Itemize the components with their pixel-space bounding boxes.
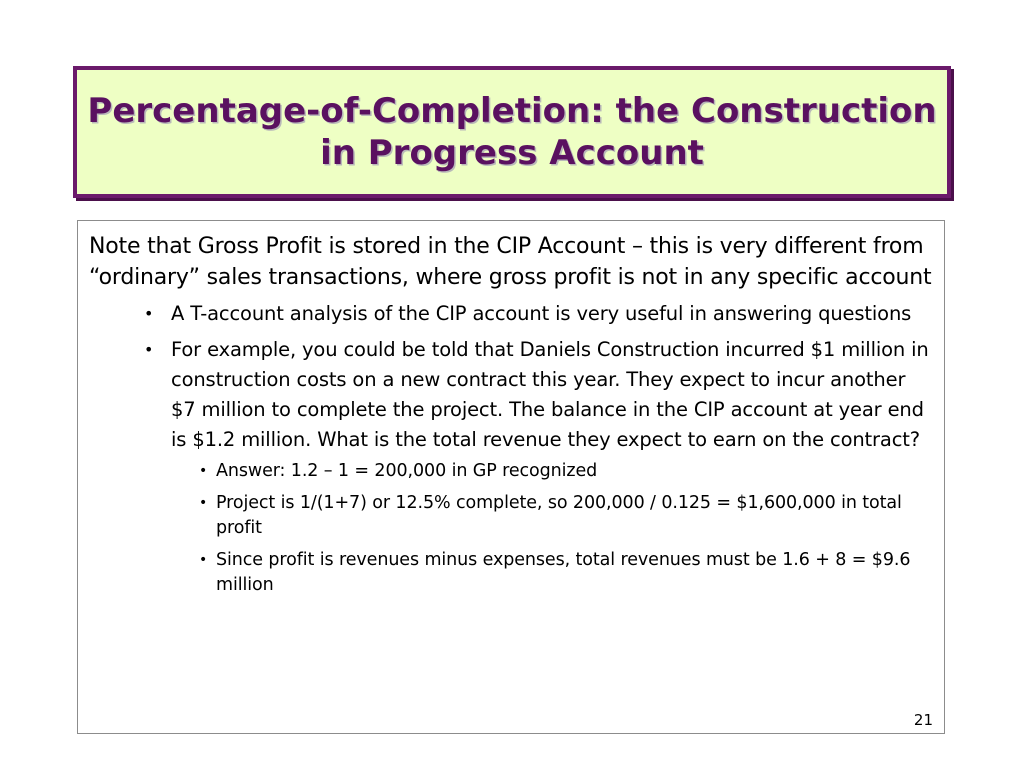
bullet-dot-icon: • <box>144 340 154 359</box>
slide-title: Percentage-of-Completion: the Construction in Progress Account <box>87 90 937 173</box>
bullet-text: A T-account analysis of the CIP account is very useful in answering questions <box>171 302 912 325</box>
sub-bullet-item <box>89 548 934 598</box>
bullet-dot-icon: • <box>199 495 208 511</box>
bullet-dot-icon: • <box>199 552 208 568</box>
bullet-item <box>89 335 934 598</box>
bullet-list <box>89 299 934 598</box>
intro-paragraph: Note that Gross Profit is stored in the CIP Account – this is very different from “ordinary” sales transactions, where gross profit is not in any specific account <box>89 234 932 290</box>
sub-bullet-text: Since profit is revenues minus expenses, total revenues must be 1.6 + 8 = $9.6 million <box>216 550 911 595</box>
sub-bullet-list <box>171 459 934 598</box>
page-number: 21 <box>913 711 933 729</box>
sub-bullet-text: Project is 1/(1+7) or 12.5% complete, so 200,000 / 0.125 = $1,600,000 in total profit <box>216 493 902 538</box>
sub-bullet-text: Answer: 1.2 – 1 = 200,000 in GP recognized <box>216 461 598 481</box>
bullet-dot-icon: • <box>144 304 154 323</box>
slide-content-box <box>77 220 945 734</box>
sub-bullet-item <box>89 491 934 541</box>
slide-title-box <box>73 66 951 198</box>
bullet-dot-icon: • <box>199 463 208 479</box>
sub-bullet-item <box>89 459 934 484</box>
bullet-text: For example, you could be told that Daniels Construction incurred $1 million in construction costs on a new contract this year. They expect to incur another $7 million to complete the project. The balance in the CIP account at year end is $1.2 million. What is the total revenue they expect to earn on the contract? <box>171 338 929 451</box>
bullet-item <box>89 299 934 329</box>
